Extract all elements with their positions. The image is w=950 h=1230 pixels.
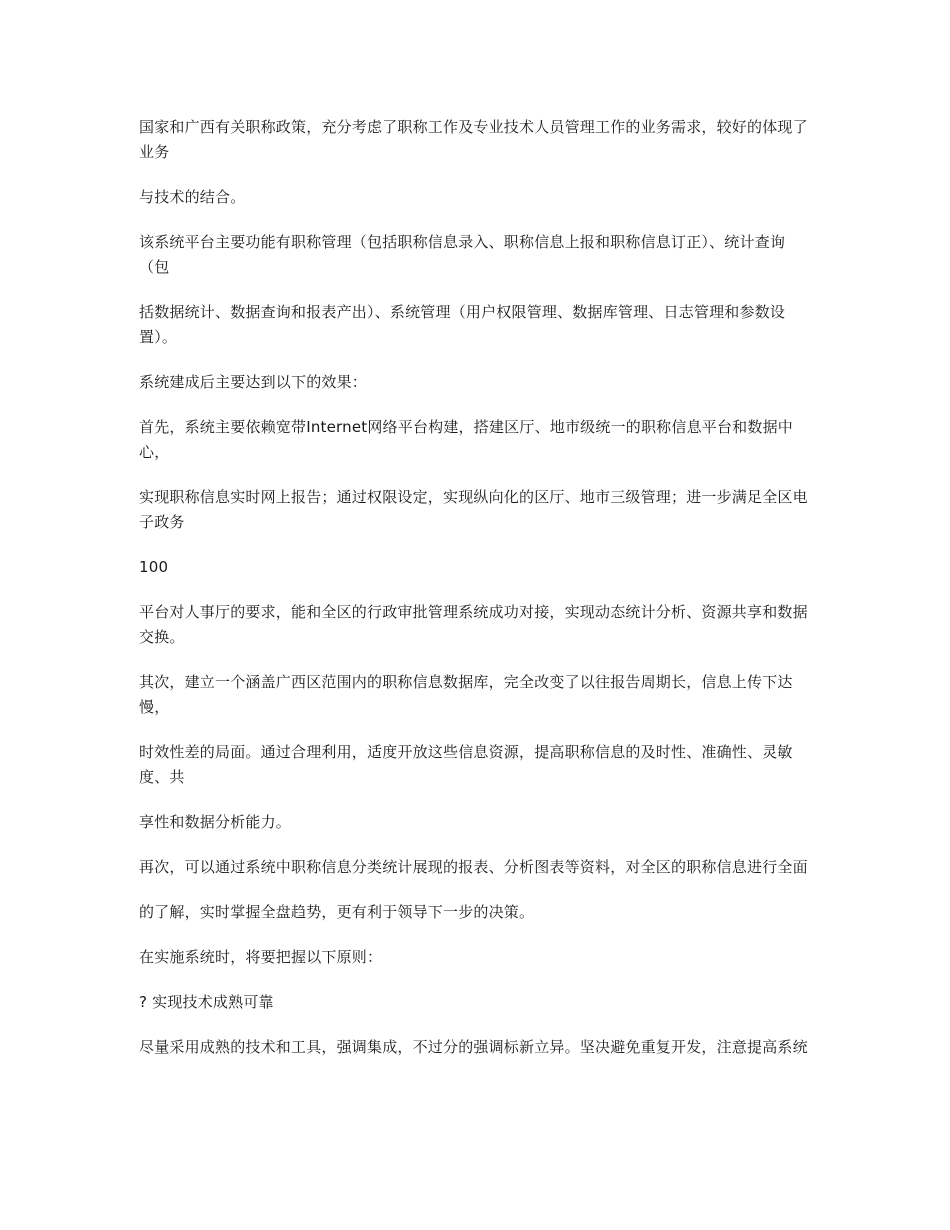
paragraph-10: 时效性差的局面。通过合理利用，适度开放这些信息资源，提高职称信息的及时性、准确性、灵敏度、共 (139, 743, 793, 786)
paragraph-2: 与技术的结合。 (139, 188, 246, 206)
document-body (139, 115, 811, 1080)
paragraph-3: 该系统平台主要功能有职称管理（包括职称信息录入、职称信息上报和职称信息订正）、统计查询（包 (139, 233, 786, 276)
paragraph-1: 国家和广西有关职称政策，充分考虑了职称工作及专业技术人员管理工作的业务需求，较好的体现了业务 (139, 118, 808, 161)
paragraph-14: 在实施系统时，将要把握以下原则： (139, 948, 383, 966)
paragraph-11: 享性和数据分析能力。 (139, 813, 292, 831)
paragraph-13: 的了解，实时掌握全盘趋势，更有利于领导下一步的决策。 (139, 903, 535, 921)
bullet-heading: ? 实现技术成熟可靠 (139, 993, 274, 1011)
paragraph-15: 尽量采用成熟的技术和工具，强调集成，不过分的强调标新立异。坚决避免重复开发，注意提高系统 (139, 1038, 808, 1056)
paragraph-12: 再次，可以通过系统中职称信息分类统计展现的报表、分析图表等资料，对全区的职称信息进行全面 (139, 858, 808, 876)
paragraph-5: 系统建成后主要达到以下的效果： (139, 373, 368, 391)
paragraph-6: 首先，系统主要依赖宽带Internet网络平台构建，搭建区厅、地市级统一的职称信息平台和数据中心， (139, 418, 793, 461)
paragraph-4: 括数据统计、数据查询和报表产出）、系统管理（用户权限管理、数据库管理、日志管理和参数设置）。 (139, 303, 786, 346)
paragraph-8: 平台对人事厅的要求，能和全区的行政审批管理系统成功对接，实现动态统计分析、资源共享和数据交换。 (139, 603, 808, 646)
paragraph-9: 其次，建立一个涵盖广西区范围内的职称信息数据库，完全改变了以往报告周期长，信息上传下达慢， (139, 673, 793, 716)
page-number-text: 100 (139, 558, 169, 576)
paragraph-7: 实现职称信息实时网上报告；通过权限设定，实现纵向化的区厅、地市三级管理；进一步满足全区电子政务 (139, 488, 808, 531)
